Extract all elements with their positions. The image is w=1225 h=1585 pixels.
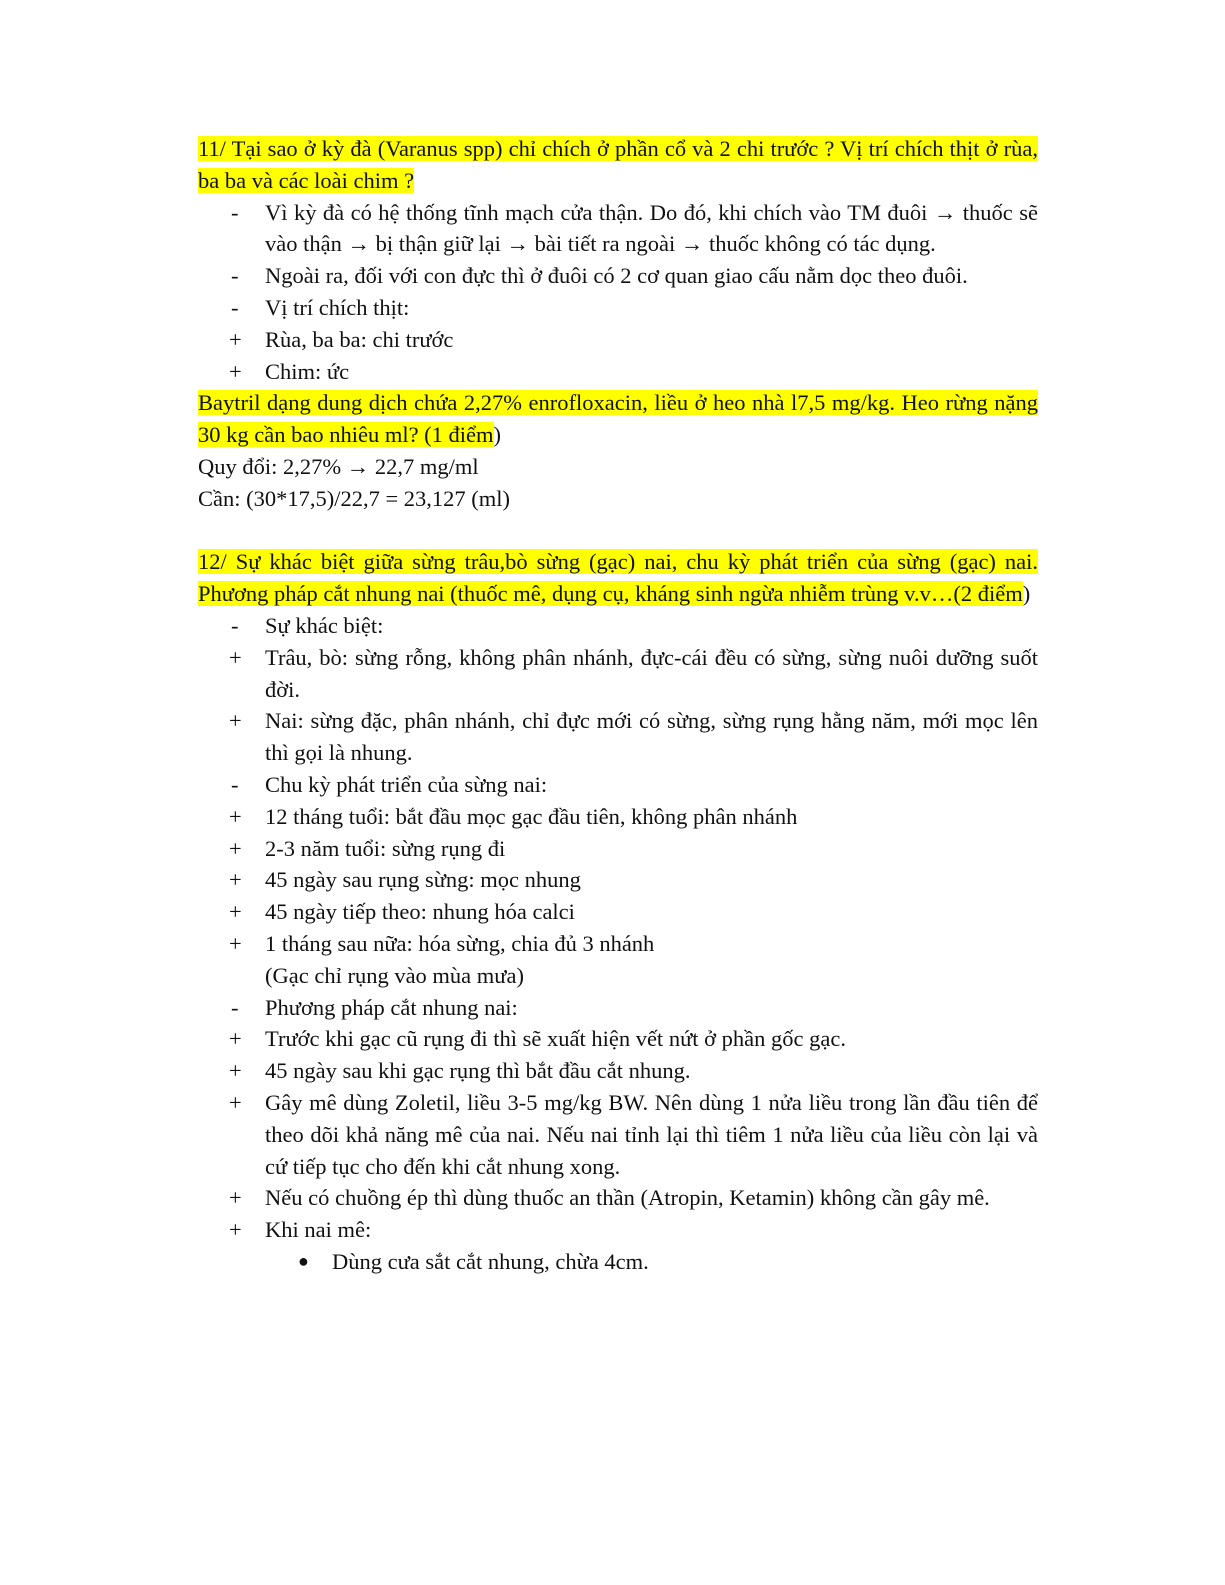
baytril-answer: Cần: (30*17,5)/22,7 = 23,127 (ml) — [198, 485, 511, 511]
question-12-title: 12/ Sự khác biệt giữa sừng trâu,bò sừng (gạc) nai, chu kỳ phát triển của sừng (gạc) nai. Phương pháp cắt nhung nai (thuốc mê, dụng cụ, kháng sinh ngừa nhiễm trùng v.v…(2 điểm) — [198, 549, 1038, 607]
question-12-answer-list — [198, 610, 1038, 1278]
list-item: - Phương pháp cắt nhung nai: — [231, 994, 518, 1020]
sub-list-item: ● Dùng cưa sắt cắt nhung, chừa 4cm. — [198, 1246, 1038, 1278]
list-item: + Chim: ức — [229, 358, 350, 384]
document-page — [198, 133, 1038, 1278]
list-item: + Nai: sừng đặc, phân nhánh, chỉ đực mới có sừng, sừng rụng hằng năm, mới mọc lên thì gọi là nhung. — [229, 708, 1038, 766]
question-11-answer-list — [198, 197, 1038, 388]
list-item: + Trâu, bò: sừng rỗng, không phân nhánh, đực-cái đều có sừng, sừng nuôi dưỡng suốt đời. — [229, 644, 1038, 702]
list-item: - Sự khác biệt: — [231, 612, 384, 638]
list-item: + Rùa, ba ba: chi trước — [229, 326, 454, 352]
list-item: - Vị trí chích thịt: — [231, 294, 410, 320]
antler-note: (Gạc chỉ rụng vào mùa mưa) — [265, 962, 524, 988]
spacer — [198, 515, 1038, 547]
list-item: + 45 ngày sau rụng sừng: mọc nhung — [229, 867, 581, 893]
list-item: - Vì kỳ đà có hệ thống tĩnh mạch cửa thận. Do đó, khi chích vào TM đuôi → thuốc sẽ vào thận → bị thận giữ lại → bài tiết ra ngoài → thuốc không có tác dụng. — [231, 199, 1038, 257]
baytril-conversion: Quy đổi: 2,27% → 22,7 mg/ml — [198, 453, 479, 479]
bullet-icon: ● — [298, 1250, 309, 1271]
baytril-question: Baytril dạng dung dịch chứa 2,27% enrofloxacin, liều ở heo nhà l7,5 mg/kg. Heo rừng nặng 30 kg cần bao nhiêu ml? (1 điểm) — [198, 390, 1038, 448]
list-item: + 1 tháng sau nữa: hóa sừng, chia đủ 3 nhánh — [229, 930, 655, 956]
list-item: - Ngoài ra, đối với con đực thì ở đuôi có 2 cơ quan giao cấu nằm dọc theo đuôi. — [231, 263, 968, 289]
list-item: + 45 ngày sau khi gạc rụng thì bắt đầu cắt nhung. — [229, 1058, 691, 1084]
list-item: + Nếu có chuồng ép thì dùng thuốc an thần (Atropin, Ketamin) không cần gây mê. — [229, 1185, 990, 1211]
list-item: - Chu kỳ phát triển của sừng nai: — [231, 771, 548, 797]
list-item: + 45 ngày tiếp theo: nhung hóa calci — [229, 899, 575, 925]
list-item: + 2-3 năm tuổi: sừng rụng đi — [229, 835, 506, 861]
list-item: + Gây mê dùng Zoletil, liều 3-5 mg/kg BW. Nên dùng 1 nửa liều trong lần đầu tiên để theo dõi khả năng mê của nai. Nếu nai tỉnh lại thì tiêm 1 nửa liều của liều còn lại và cứ tiếp tục cho đến khi cắt nhung xong. — [229, 1089, 1038, 1179]
list-item: + Khi nai mê: — [229, 1217, 372, 1243]
list-item: + 12 tháng tuổi: bắt đầu mọc gạc đầu tiên, không phân nhánh — [229, 803, 798, 829]
list-item: + Trước khi gạc cũ rụng đi thì sẽ xuất hiện vết nứt ở phần gốc gạc. — [229, 1026, 846, 1052]
question-11-title: 11/ Tại sao ở kỳ đà (Varanus spp) chỉ chích ở phần cổ và 2 chi trước ? Vị trí chích thịt ở rùa, ba ba và các loài chim ? — [198, 136, 1038, 193]
